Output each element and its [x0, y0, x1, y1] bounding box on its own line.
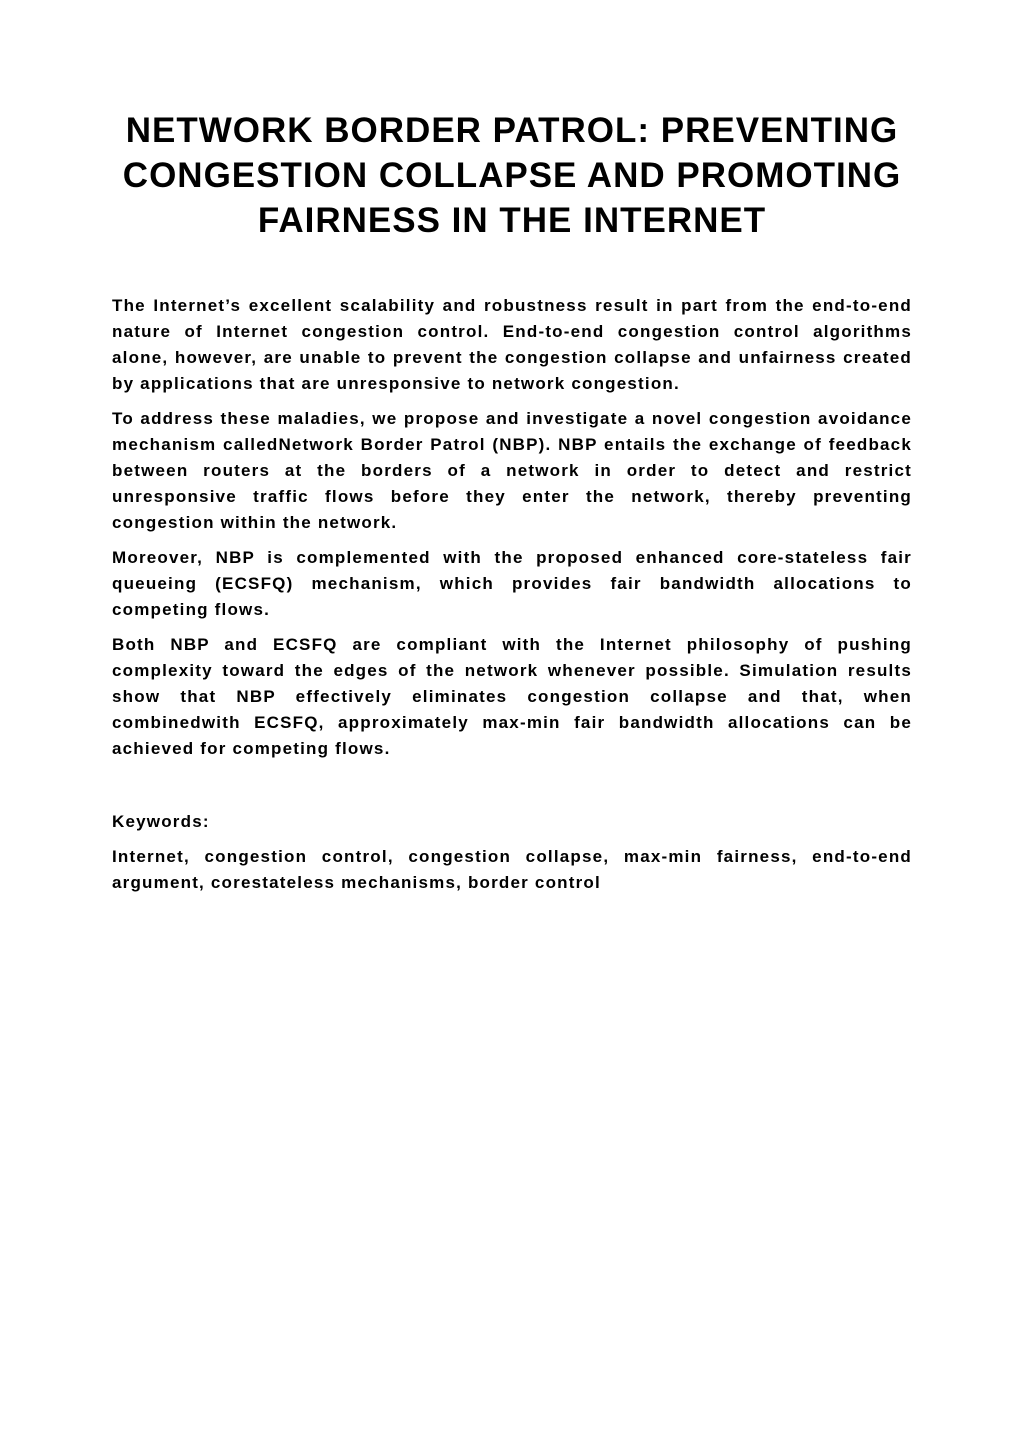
abstract-paragraph: The Internet’s excellent scalability and robustness result in part from the end-to-end nature of Internet congestion control. End-to-end congestion control algorithms alone, however, are unable to prevent the congestion collapse and unfairness created by applications that are unresponsive to network congestion.: [112, 296, 912, 393]
abstract-paragraph: Moreover, NBP is complemented with the proposed enhanced core-stateless fair queueing (ECSFQ) mechanism, which provides fair bandwidth allocations to competing flows.: [112, 548, 912, 619]
paper-title: NETWORK BORDER PATROL: PREVENTING CONGESTION COLLAPSE AND PROMOTING FAIRNESS IN THE INTERNET: [122, 111, 902, 240]
keywords-list: Internet, congestion control, congestion collapse, max-min fairness, end-to-end argument, corestateless mechanisms, border control: [112, 847, 912, 892]
keywords-heading: Keywords:: [112, 812, 210, 831]
document-page: [112, 108, 912, 896]
abstract-paragraph: To address these maladies, we propose and investigate a novel congestion avoidance mechanism calledNetwork Border Patrol (NBP). NBP entails the exchange of feedback between routers at the borders of a network in order to detect and restrict unresponsive traffic flows before they enter the network, thereby preventing congestion within the network.: [112, 409, 912, 532]
abstract-paragraph: Both NBP and ECSFQ are compliant with the Internet philosophy of pushing complexity toward the edges of the network whenever possible. Simulation results show that NBP effectively eliminates congestion collapse and that, when combinedwith ECSFQ, approximately max-min fair bandwidth allocations can be achieved for competing flows.: [112, 635, 912, 758]
abstract: [112, 293, 912, 762]
